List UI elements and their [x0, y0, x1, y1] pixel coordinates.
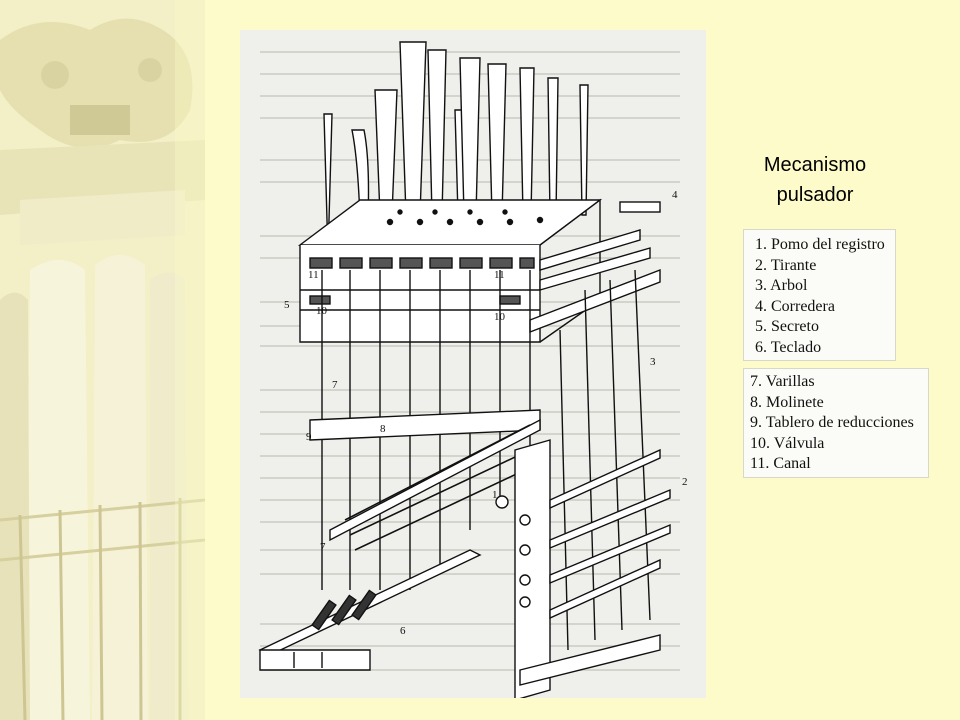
diagram-label: 6 [400, 625, 406, 637]
legend-box-parts [743, 229, 896, 361]
legend-item: 6. Teclado [755, 338, 822, 356]
slide-title [740, 150, 890, 210]
legend-item: 11. Canal [750, 455, 811, 472]
organ-mechanism-diagram [240, 30, 706, 698]
diagram-label: 2 [682, 476, 688, 488]
diagram-label: 1 [492, 489, 498, 501]
diagram-label: 3 [650, 356, 656, 368]
legend-item: 10. Válvula [750, 434, 825, 452]
legend-item: 3. Arbol [755, 277, 808, 294]
legend-item: 7. Varillas [750, 373, 815, 390]
title-line-1: Mecanismo [763, 154, 867, 176]
diagram-label: 10 [494, 311, 505, 323]
diagram-label: 4 [672, 189, 678, 201]
diagram-label: 5 [284, 299, 290, 311]
legend-box-components [743, 368, 929, 478]
legend-item: 8. Molinete [750, 393, 824, 411]
diagram-label: 11 [494, 269, 505, 281]
legend-item: 2. Tirante [755, 256, 817, 274]
legend-item: 1. Pomo del registro [755, 236, 885, 253]
legend-item: 9. Tablero de reducciones [750, 414, 914, 431]
title-line-2: pulsador [776, 184, 854, 206]
diagram-label: 10 [316, 305, 327, 317]
diagram-label: 9 [306, 431, 312, 443]
organ-photo [0, 0, 205, 720]
diagram-label: 7 [320, 541, 326, 553]
diagram-label: 7 [332, 379, 338, 391]
legend-item: 5. Secreto [755, 318, 819, 335]
diagram-label: 8 [380, 423, 386, 435]
diagram-label: 11 [308, 269, 319, 281]
legend-item: 4. Corredera [755, 297, 835, 315]
